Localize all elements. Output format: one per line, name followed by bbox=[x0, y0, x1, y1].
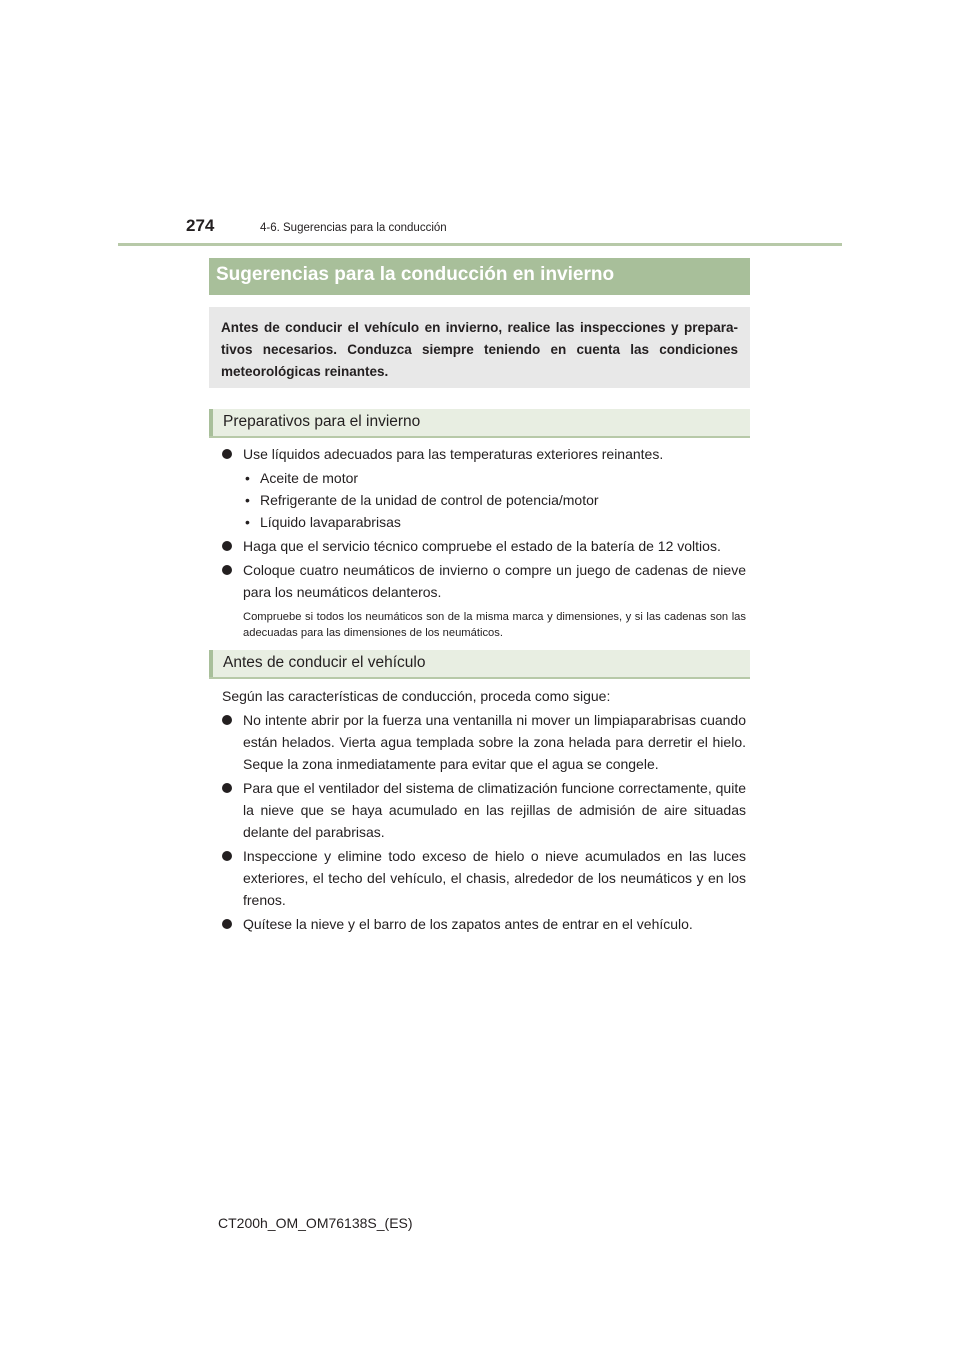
main-title-bar bbox=[209, 258, 750, 295]
note-text: Compruebe si todos los neumáticos son de la misma marca y dimensiones, y si las cadenas son las adecuadas para las dimensiones de los neumáticos. bbox=[243, 611, 746, 639]
list-item-text: Coloque cuatro neumáticos de invierno o compre un juego de cadenas de nieve para los neumáticos delanteros. bbox=[243, 562, 746, 600]
bullet-dot-icon bbox=[222, 541, 232, 551]
list-item bbox=[222, 709, 746, 775]
sub-list-item-text: Aceite de motor bbox=[260, 470, 359, 486]
section-lead-text: Según las características de conducción, proceda como sigue: bbox=[222, 688, 611, 704]
bullet-dot-icon bbox=[222, 565, 232, 575]
list-item-text: Inspeccione y elimine todo exceso de hielo o nieve acumulados en las luces exteriores, el techo del vehículo, el chasis, alrededor de los neumáticos y en los frenos. bbox=[243, 848, 746, 908]
list-item bbox=[222, 443, 746, 465]
section-antes-title: Antes de conducir el vehículo bbox=[223, 654, 426, 671]
list-item-text: Para que el ventilador del sistema de climatización funcione correctamente, quite la nieve que se haya acumulado en las rejillas de admisión de aire situadas delante del parabrisas. bbox=[243, 780, 746, 840]
sub-list-item bbox=[222, 511, 746, 533]
bullet-dot-icon bbox=[222, 783, 232, 793]
list-item-text: Haga que el servicio técnico compruebe el estado de la batería de 12 voltios. bbox=[243, 538, 721, 554]
section-preparativos-title: Preparativos para el invierno bbox=[223, 413, 421, 430]
sub-bullet-mark: • bbox=[245, 470, 250, 486]
list-item bbox=[222, 559, 746, 603]
list-item bbox=[222, 535, 746, 557]
bullet-dot-icon bbox=[222, 919, 232, 929]
bullet-dot-icon bbox=[222, 715, 232, 725]
bullet-dot-icon bbox=[222, 449, 232, 459]
list-item-text: No intente abrir por la fuerza una ventanilla ni mover un limpiaparabrisas cuando están helados. Vierta agua templada sobre la zona helada para derretir el hielo. Seque la zona inmediatamente para evitar que el agua se congele. bbox=[243, 712, 746, 772]
section-reference: 4-6. Sugerencias para la conducción bbox=[260, 222, 447, 234]
list-item-text: Use líquidos adecuados para las temperaturas exteriores reinantes. bbox=[243, 446, 664, 462]
list-item bbox=[222, 913, 746, 935]
section-antes-bar bbox=[209, 650, 750, 679]
list-item-text: Quítese la nieve y el barro de los zapatos antes de entrar en el vehículo. bbox=[243, 916, 693, 932]
bullet-dot-icon bbox=[222, 851, 232, 861]
main-title: Sugerencias para la conducción en invierno bbox=[216, 264, 615, 285]
sub-bullet-mark: • bbox=[245, 514, 250, 530]
footer-document-code: CT200h_OM_OM76138S_(ES) bbox=[218, 1215, 413, 1231]
section-preparativos-content bbox=[222, 443, 746, 641]
sub-list-item bbox=[222, 467, 746, 489]
sub-bullet-mark: • bbox=[245, 492, 250, 508]
section-preparativos-bar bbox=[209, 409, 750, 438]
section-antes-content bbox=[222, 685, 746, 937]
sub-list-item bbox=[222, 489, 746, 511]
header-rule bbox=[118, 243, 842, 246]
page-number: 274 bbox=[186, 216, 215, 235]
list-item bbox=[222, 845, 746, 911]
sub-list-item-text: Líquido lavaparabrisas bbox=[260, 514, 401, 530]
list-item bbox=[222, 777, 746, 843]
intro-box: Antes de conducir el vehículo en invierno, realice las inspecciones y preparativos necesarios. Conduzca siempre teniendo en cuenta las condiciones meteorológicas reinantes. bbox=[209, 307, 750, 388]
sub-list-item-text: Refrigerante de la unidad de control de potencia/motor bbox=[260, 492, 599, 508]
